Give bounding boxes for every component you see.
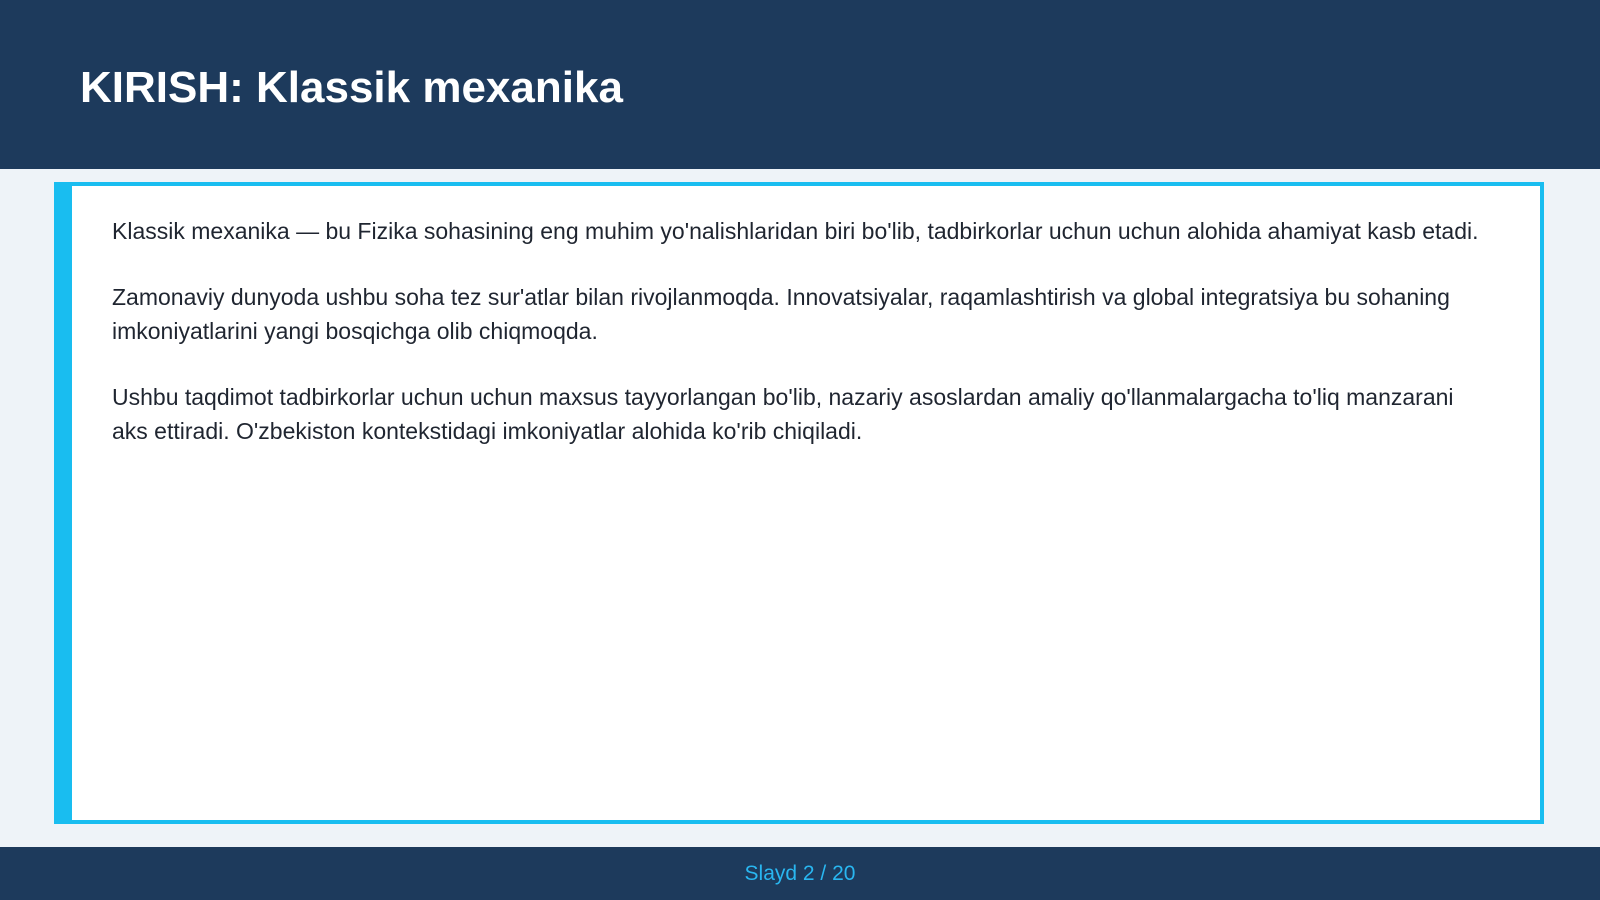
slide-title: KIRISH: Klassik mexanika — [80, 63, 623, 112]
slide-counter: Slayd 2 / 20 — [744, 862, 856, 885]
paragraph-introduction: Klassik mexanika — bu Fizika sohasining eng muhim yo'nalishlaridan biri bo'lib, tadbirkorlar uchun uchun alohida ahamiyat kasb etadi. — [112, 218, 1479, 244]
slide-footer — [0, 847, 1600, 900]
paragraph-development: Zamonaviy dunyoda ushbu soha tez sur'atlar bilan rivojlanmoqda. Innovatsiyalar, raqamlashtirish va global integratsiya bu sohaning imkoniyatlarini yangi bosqichga olib chiqmoqda. — [112, 284, 1450, 344]
slide-header — [0, 0, 1600, 169]
body-text — [112, 214, 1492, 480]
paragraph-presentation-scope: Ushbu taqdimot tadbirkorlar uchun uchun maxsus tayyorlangan bo'lib, nazariy asoslardan amaliy qo'llanmalargacha to'liq manzarani aks ettiradi. O'zbekiston kontekstidagi imkoniyatlar alohida ko'rib chiqiladi. — [112, 384, 1454, 444]
content-card — [54, 182, 1544, 824]
